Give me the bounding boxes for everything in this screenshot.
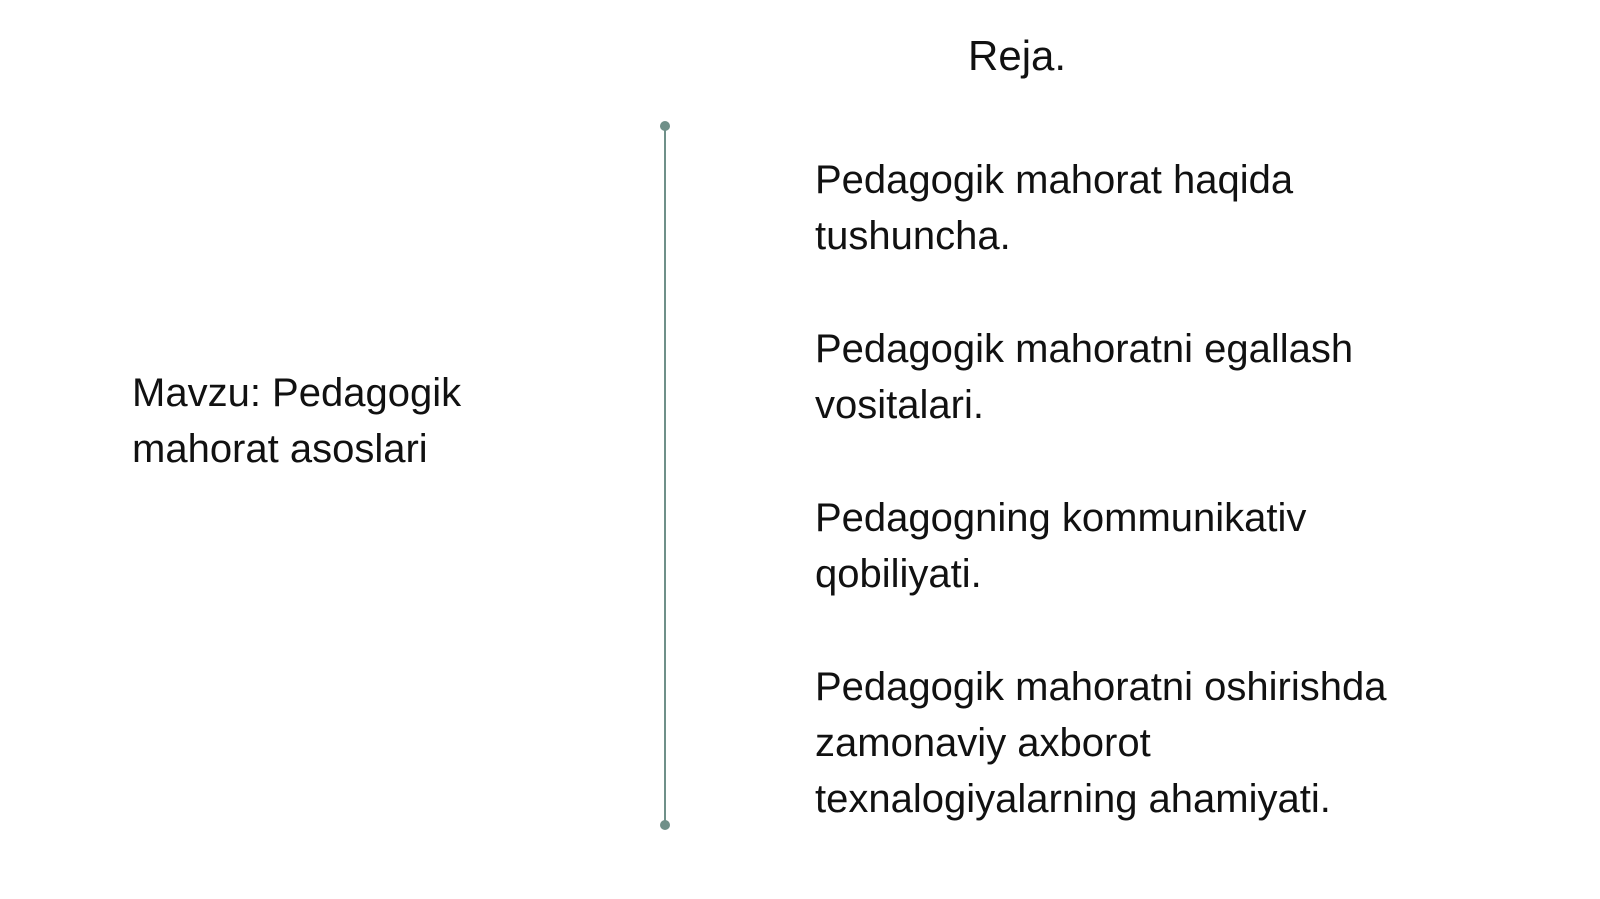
divider-bottom-dot [660, 820, 670, 830]
topic-title: Mavzu: Pedagogik mahorat asoslari [132, 371, 462, 471]
plan-item: Pedagogik mahorat haqida tushuncha. [815, 158, 1294, 258]
vertical-divider [664, 125, 666, 826]
plan-item: Pedagogik mahoratni oshirishda zamonaviy axborot texnalogiyalarning ahamiyati. [815, 665, 1387, 821]
plan-heading: Reja. [968, 32, 1067, 79]
plan-item: Pedagogning kommunikativ qobiliyati. [815, 496, 1307, 596]
plan-list [815, 152, 1455, 827]
plan-item: Pedagogik mahoratni egallash vositalari. [815, 327, 1354, 427]
